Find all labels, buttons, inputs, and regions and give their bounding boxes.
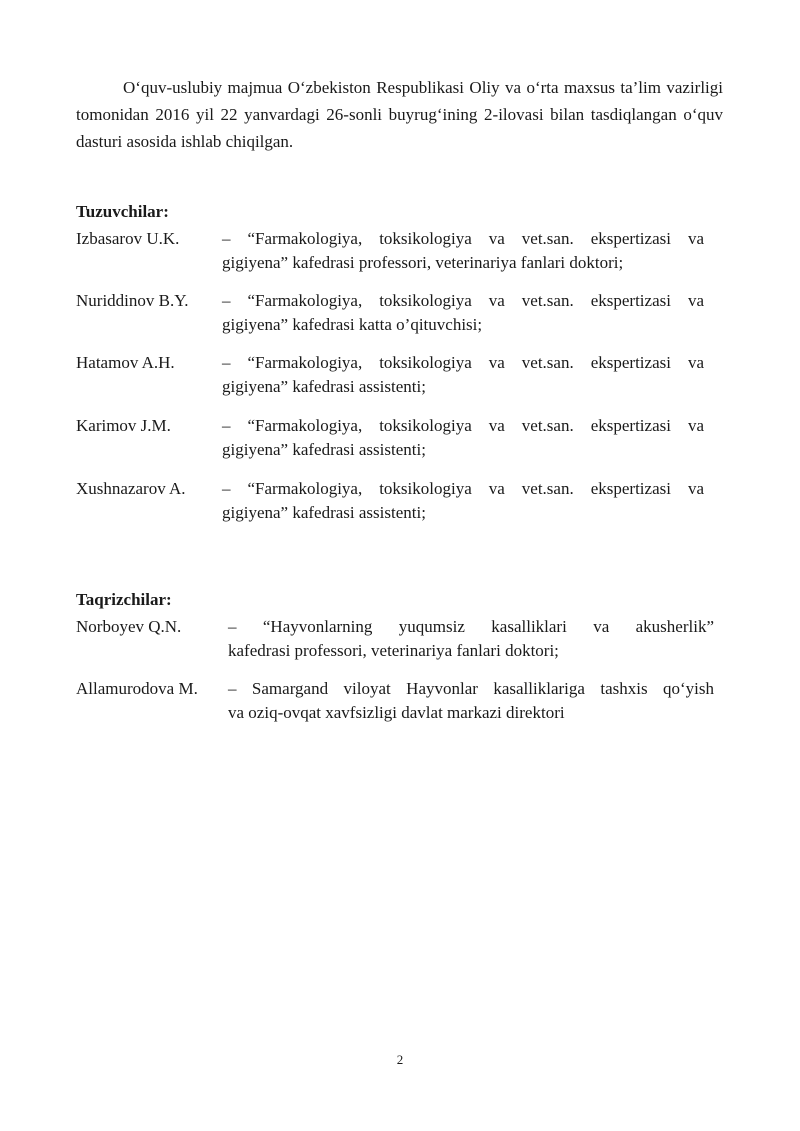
author-description-line: – “Farmakologiya, toksikologiya va vet.san. ekspertizasi va xyxy=(222,291,704,310)
author-entry xyxy=(76,289,723,337)
author-name: Izbasarov U.K. xyxy=(76,229,180,248)
reviewer-description-line: kafedrasi professori, veterinariya fanlari doktori; xyxy=(228,641,559,660)
reviewer-description-line: – “Hayvonlarning yuqumsiz kasalliklari va akusherlik” xyxy=(228,617,714,636)
reviewer-description-line: va oziq-ovqat xavfsizligi davlat markazi direktori xyxy=(228,703,565,722)
reviewer-entry xyxy=(76,677,723,725)
authors-heading: Tuzuvchilar: xyxy=(76,202,169,221)
author-description-line: gigiyena” kafedrasi katta o’qituvchisi; xyxy=(222,315,483,334)
reviewer-name: Allamurodova M. xyxy=(76,679,198,698)
author-description-line: gigiyena” kafedrasi professori, veterinariya fanlari doktori; xyxy=(222,253,624,272)
author-description-line: – “Farmakologiya, toksikologiya va vet.san. ekspertizasi va xyxy=(222,229,704,248)
author-description-line: – “Farmakologiya, toksikologiya va vet.san. ekspertizasi va xyxy=(222,353,704,372)
author-entry xyxy=(76,351,723,399)
author-name: Xushnazarov A. xyxy=(76,479,186,498)
reviewer-description-line: – Samargand viloyat Hayvonlar kasalliklariga tashxis qo‘yish xyxy=(228,679,714,698)
author-name: Karimov J.M. xyxy=(76,416,171,435)
author-entry xyxy=(76,227,723,275)
author-entry xyxy=(76,477,723,525)
reviewer-description xyxy=(228,677,714,725)
reviewer-name: Norboyev Q.N. xyxy=(76,617,182,636)
author-description xyxy=(222,414,704,462)
author-description-line: gigiyena” kafedrasi assistenti; xyxy=(222,440,426,459)
author-description xyxy=(222,227,704,275)
author-name: Nuriddinov B.Y. xyxy=(76,291,189,310)
reviewer-description xyxy=(228,615,714,663)
reviewer-entry xyxy=(76,615,723,663)
author-description-line: – “Farmakologiya, toksikologiya va vet.san. ekspertizasi va xyxy=(222,479,704,498)
reviewers-heading: Taqrizchilar: xyxy=(76,590,172,609)
author-description xyxy=(222,477,704,525)
intro-paragraph: O‘quv-uslubiy majmua O‘zbekiston Respublikasi Oliy va o‘rta maxsus ta’lim vazirligi tomonidan 2016 yil 22 yanvardagi 26-sonli buyrug‘ining 2-ilovasi bilan tasdiqlangan o‘quv dasturi asosida ishlab chiqilgan. xyxy=(76,78,723,151)
author-description xyxy=(222,289,704,337)
author-description-line: gigiyena” kafedrasi assistenti; xyxy=(222,377,426,396)
author-name: Hatamov A.H. xyxy=(76,353,175,372)
author-description-line: gigiyena” kafedrasi assistenti; xyxy=(222,503,426,522)
author-description xyxy=(222,351,704,399)
author-description-line: – “Farmakologiya, toksikologiya va vet.san. ekspertizasi va xyxy=(222,416,704,435)
author-entry xyxy=(76,414,723,462)
page-number: 2 xyxy=(396,1052,404,1067)
